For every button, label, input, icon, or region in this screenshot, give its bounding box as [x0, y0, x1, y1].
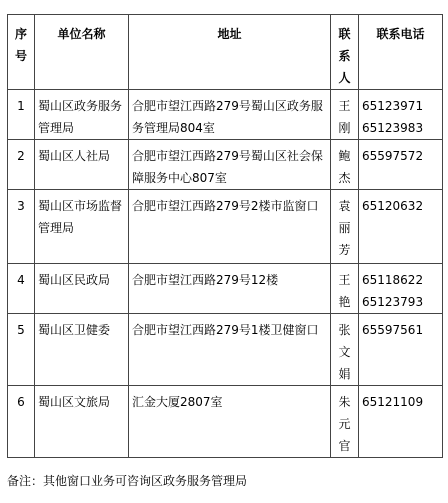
table-row [8, 90, 443, 140]
cell-address: 合肥市望江西路279号蜀山区政务服务管理局804室 [129, 90, 331, 140]
header-unit: 单位名称 [35, 15, 129, 90]
cell-phone [359, 90, 443, 140]
table-row [8, 386, 443, 458]
phone-number: 65118622 [362, 273, 424, 287]
header-index: 序号 [8, 15, 35, 90]
table-header-row [8, 15, 443, 90]
cell-phone [359, 264, 443, 314]
table-row [8, 264, 443, 314]
phone-number: 65597572 [362, 149, 424, 163]
cell-address: 汇金大厦2807室 [129, 386, 331, 458]
cell-person: 鲍杰 [331, 140, 359, 190]
cell-index: 3 [8, 190, 35, 264]
contact-table [7, 14, 443, 458]
phone-number: 65597561 [362, 323, 424, 337]
cell-person: 朱元官 [331, 386, 359, 458]
cell-unit: 蜀山区人社局 [35, 140, 129, 190]
phone-number: 65123793 [362, 295, 424, 309]
cell-unit: 蜀山区市场监督管理局 [35, 190, 129, 264]
footnote: 备注：其他窗口业务可咨询区政务服务管理局 [7, 474, 248, 488]
table-row [8, 314, 443, 386]
cell-address: 合肥市望江西路279号2楼市监窗口 [129, 190, 331, 264]
cell-phone [359, 314, 443, 386]
cell-address: 合肥市望江西路279号1楼卫健窗口 [129, 314, 331, 386]
cell-index: 5 [8, 314, 35, 386]
cell-index: 4 [8, 264, 35, 314]
cell-unit: 蜀山区政务服务管理局 [35, 90, 129, 140]
table-row [8, 190, 443, 264]
phone-number: 65123971 [362, 99, 424, 113]
cell-unit: 蜀山区民政局 [35, 264, 129, 314]
phone-number: 65123983 [362, 121, 424, 135]
cell-unit: 蜀山区文旅局 [35, 386, 129, 458]
cell-index: 1 [8, 90, 35, 140]
header-phone: 联系电话 [359, 15, 443, 90]
cell-person: 张文娟 [331, 314, 359, 386]
cell-index: 2 [8, 140, 35, 190]
cell-phone [359, 386, 443, 458]
cell-person: 王刚 [331, 90, 359, 140]
phone-number: 65121109 [362, 395, 424, 409]
header-person: 联系人 [331, 15, 359, 90]
cell-address: 合肥市望江西路279号蜀山区社会保障服务中心807室 [129, 140, 331, 190]
cell-address: 合肥市望江西路279号12楼 [129, 264, 331, 314]
phone-number: 65120632 [362, 199, 424, 213]
header-address: 地址 [129, 15, 331, 90]
cell-phone [359, 190, 443, 264]
table-row [8, 140, 443, 190]
cell-index: 6 [8, 386, 35, 458]
cell-person: 王艳 [331, 264, 359, 314]
cell-unit: 蜀山区卫健委 [35, 314, 129, 386]
cell-phone [359, 140, 443, 190]
cell-person: 袁丽芳 [331, 190, 359, 264]
